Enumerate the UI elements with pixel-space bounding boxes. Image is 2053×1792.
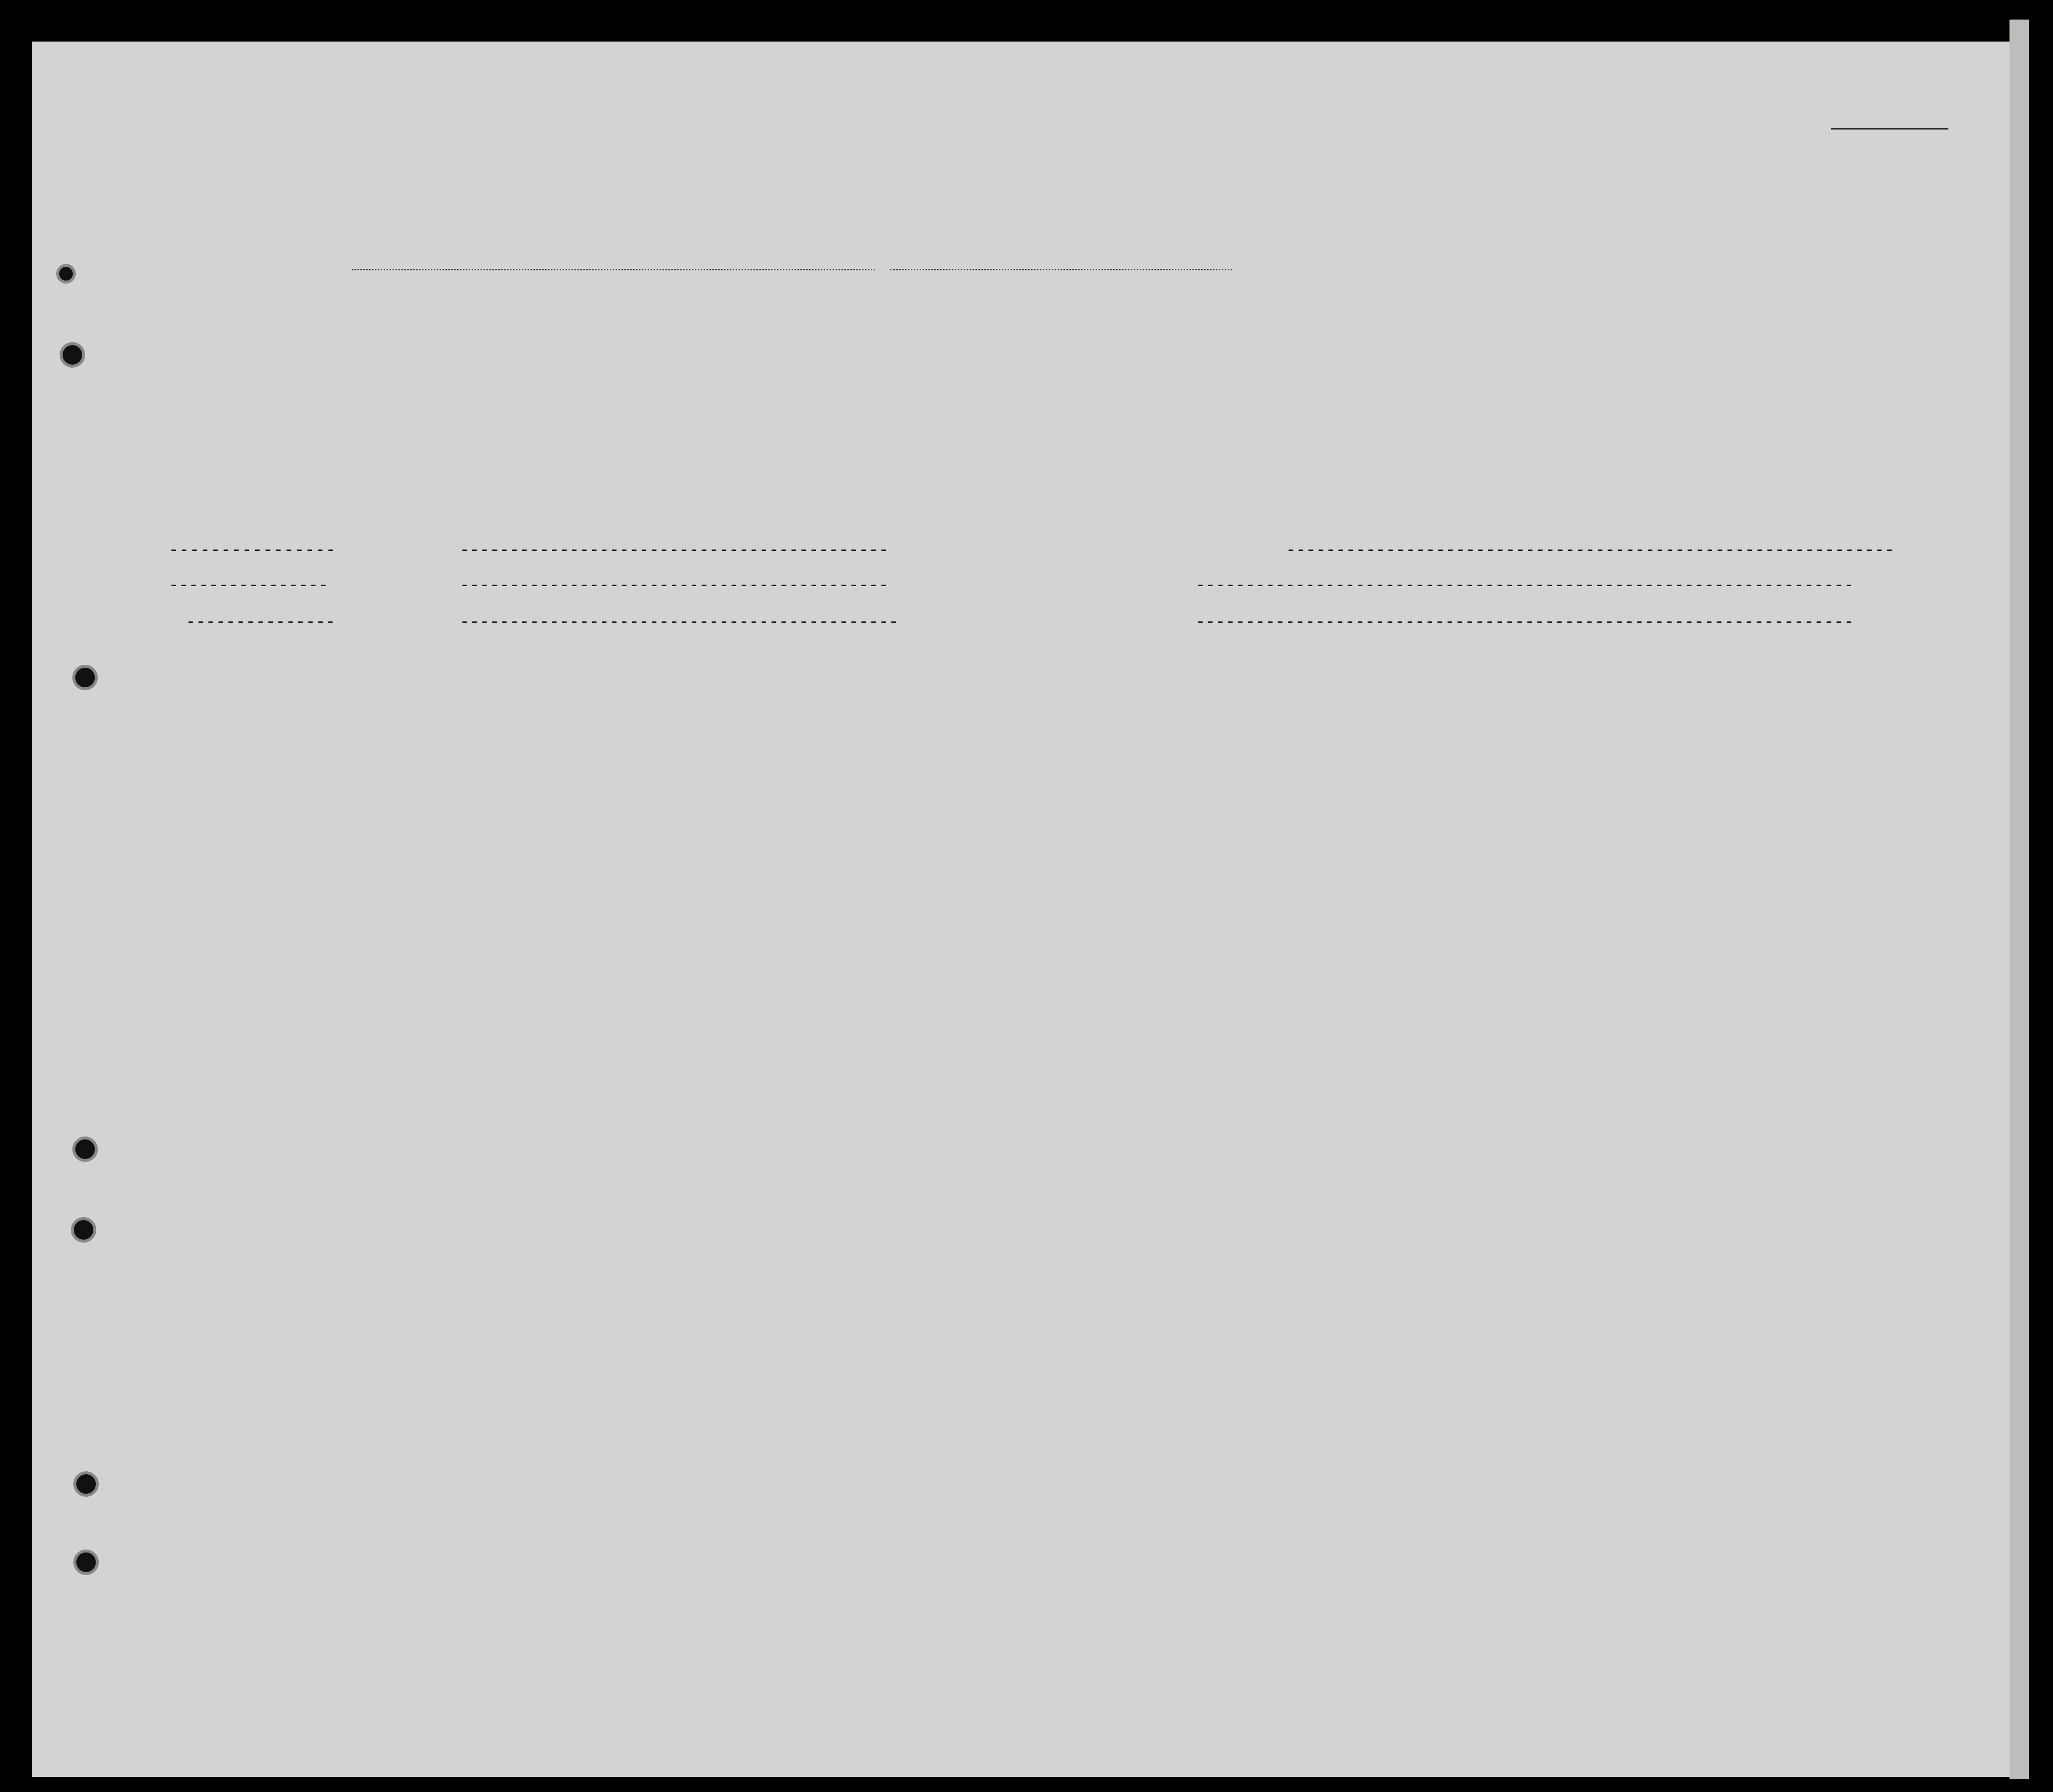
row4-dashes-right: ------------------------------------------------------------------ [1195,613,1854,632]
row3-dashes-mid: ------------------------------------------- [460,577,889,595]
binder-hole [72,665,98,690]
row2-dashes-right: ------------------------------------------------------------- [1286,542,1895,560]
binder-hole [56,264,76,284]
binder-hole [60,342,85,368]
row3-dashes-right: ------------------------------------------------------------------ [1195,577,1854,595]
row4-dashes-left: --------------- [186,613,336,632]
list-underline [1831,128,1948,130]
row2-dashes-left: ---------------- [169,542,336,560]
row2-dashes-mid: ------------------------------------------- [460,542,889,560]
row4-dashes-mid: -------------------------------------------- [460,613,899,632]
binder-hole [73,1550,99,1575]
row3-dashes-left: ---------------- [169,577,329,595]
port-line [352,269,875,270]
binder-hole [71,1217,96,1243]
binder-hole [72,1136,98,1162]
binder-hole [73,1471,99,1497]
date-line [890,269,1232,270]
